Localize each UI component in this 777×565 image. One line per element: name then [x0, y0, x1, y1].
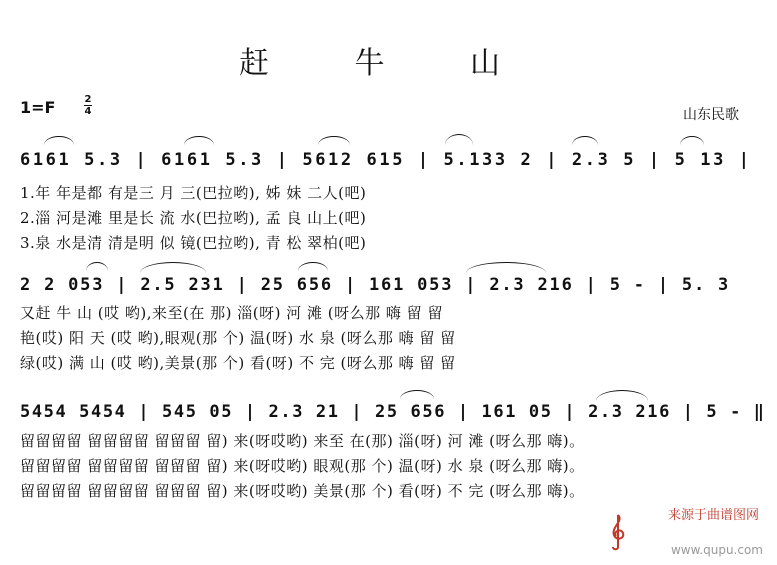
lyric-line-3-1: 留留留留 留留留留 留留留 留) 来(呀哎哟) 来至 在(那) 淄(呀) 河 滩 (呀么那 嗨)。 — [20, 432, 585, 450]
lyric-line-1-1: 1.年 年是都 有是三 月 三(巴拉哟), 姊 妹 二人(吧) — [20, 184, 367, 202]
lyric-line-3-2: 留留留留 留留留留 留留留 留) 来(呀哎哟) 眼观(那 个) 温(呀) 水 泉 (呀么那 嗨)。 — [20, 457, 585, 475]
slur — [572, 136, 598, 145]
key-signature: 1=F — [20, 98, 56, 117]
genre-label: 山东民歌 — [683, 107, 739, 123]
treble-clef-icon — [607, 513, 629, 551]
slur — [184, 136, 214, 145]
lyric-line-2-3: 绿(哎) 满 山 (哎 哟),美景(那 个) 看(呀) 不 完 (呀么那 嗨 留 留 — [20, 354, 456, 372]
slur — [86, 262, 108, 271]
notes-line-3: 5454 5454 | 545 05 | 2.3 21 | 25 656 | 161 05 | 2.3 216 | 5 - ‖ — [20, 402, 766, 422]
lyric-line-1-2: 2.淄 河是滩 里是长 流 水(巴拉哟), 孟 良 山上(吧) — [20, 209, 367, 227]
slur — [466, 262, 546, 273]
watermark-url: www.qupu.com — [670, 543, 763, 557]
notes-line-2: 2 2 053 | 2.5 231 | 25 656 | 161 053 | 2.3 216 | 5 - | 5. 3 — [20, 275, 731, 295]
watermark-source: 来源于曲谱图网 — [667, 508, 759, 523]
slur — [140, 262, 206, 273]
slur — [318, 136, 350, 145]
time-numerator: 2 — [84, 94, 92, 105]
slur — [680, 136, 704, 145]
notes-line-1: 6161 5.3 | 6161 5.3 | 5612 615 | 5.133 2 | 2.3 5 | 5 13 | — [20, 150, 752, 170]
slur — [44, 136, 74, 145]
time-signature — [84, 94, 92, 117]
page-title: 赶 牛 山 — [238, 46, 539, 81]
time-denominator: 4 — [84, 106, 92, 117]
lyric-line-3-3: 留留留留 留留留留 留留留 留) 来(呀哎哟) 美景(那 个) 看(呀) 不 完 (呀么那 嗨)。 — [20, 482, 585, 500]
slur — [445, 134, 473, 145]
lyric-line-2-2: 艳(哎) 阳 天 (哎 哟),眼观(那 个) 温(呀) 水 泉 (呀么那 嗨 留 留 — [20, 329, 456, 347]
slur — [298, 262, 328, 271]
lyric-line-1-3: 3.泉 水是清 清是明 似 镜(巴拉哟), 青 松 翠柏(吧) — [20, 234, 367, 252]
slur — [400, 390, 434, 399]
lyric-line-2-1: 又赶 牛 山 (哎 哟),来至(在 那) 淄(呀) 河 滩 (呀么那 嗨 留 留 — [20, 304, 443, 322]
slur — [596, 390, 648, 401]
